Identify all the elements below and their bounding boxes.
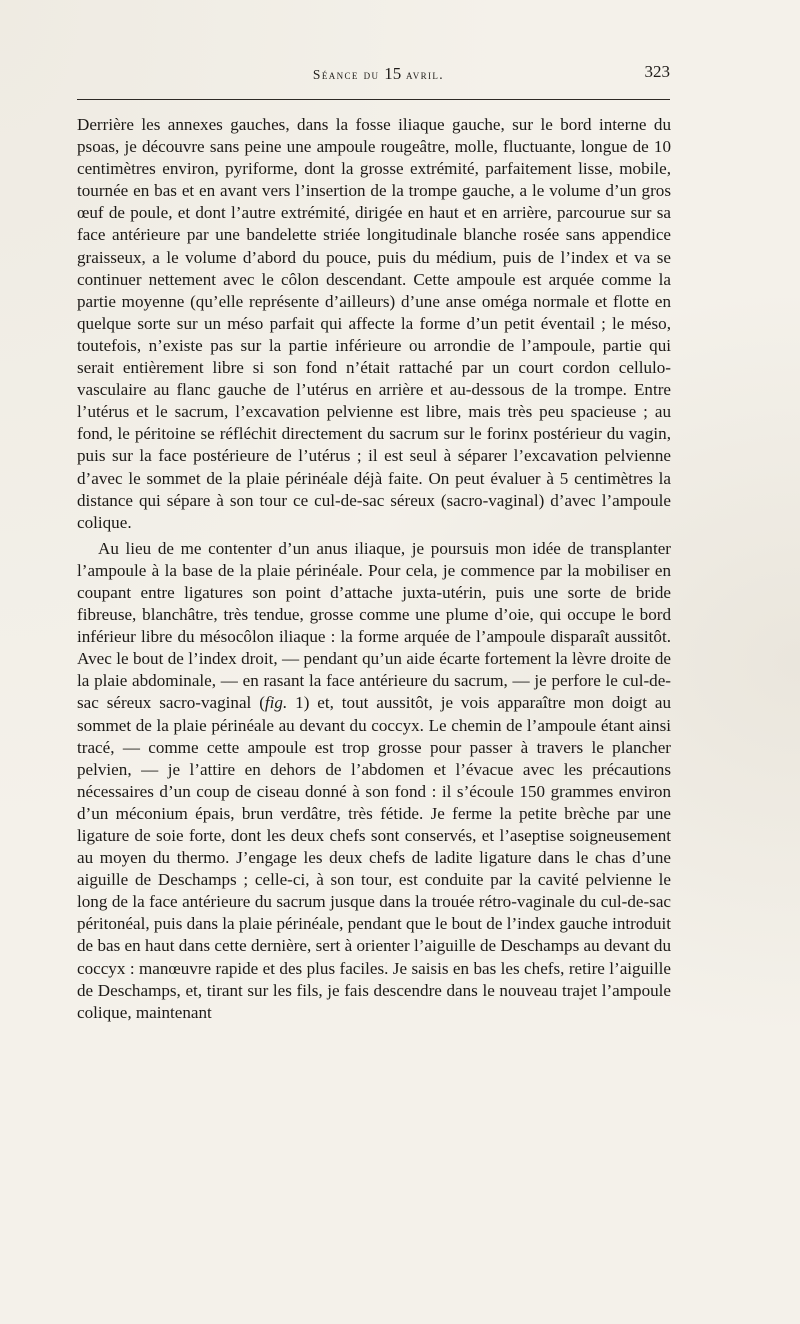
paragraph-1: Derrière les annexes gauches, dans la fosse iliaque gauche, sur le bord interne du psoas, je découvre sans peine une ampoule rougeâtre, molle, fluctuante, longue de 10 centimètres environ, pyriforme, dont la grosse extrémité, parfaitement lisse, mobile, tournée en bas et en avant vers l’insertion de la trompe gauche, a le volume d’un gros œuf de poule, et dont l’autre extrémité, dirigée en haut et en arrière, parcourue sur sa face antérieure par une bandelette striée longitudinale blanche rosée sans appendice graisseux, a le volume d’abord du pouce, puis du médium, puis de l’index et va se continuer nettement avec le côlon descendant. Cette ampoule est arquée comme la partie moyenne (qu’elle représente d’ailleurs) d’une anse oméga normale et flotte en quelque sorte sur un méso parfait qui affecte la forme d’un petit éventail ; le méso, toutefois, n’existe pas sur la partie inférieure ou arrondie de l’ampoule, partie qui serait entièrement libre si son fond n’était rattaché par un court cordon cellulo-vasculaire au flanc gauche de l’utérus en arrière et au-dessous de la trompe. Entre l’utérus et le sacrum, l’excavation pelvienne est libre, mais très peu spacieuse ; au fond, le péritoine se réfléchit directement du sacrum sur le forinx postérieur du vagin, puis sur la face postérieure de l’utérus ; il est seul à séparer l’excavation pelvienne d’avec le sommet de la plaie périnéale déjà faite. On peut évaluer à 5 centimètres la distance qui sépare à son tour ce cul-de-sac séreux (sacro-vaginal) d’avec l’ampoule colique. bbox=[77, 115, 671, 532]
header-rule bbox=[77, 99, 670, 100]
running-title-suffix: avril. bbox=[401, 67, 445, 82]
figure-reference-open: ( bbox=[259, 693, 265, 713]
figure-reference-label: fig. bbox=[264, 693, 288, 713]
running-title bbox=[77, 64, 670, 84]
running-title-prefix: Séance du bbox=[312, 67, 385, 82]
running-title-day: 15 bbox=[384, 64, 402, 83]
body-text bbox=[77, 114, 671, 1024]
running-head bbox=[77, 64, 670, 86]
paragraph-2-continued: et, tout aussitôt, je vois apparaître mon doigt au sommet de la plaie périnéale au devant du coccyx. Le chemin de l’ampoule étant ainsi tracé, — comme cette ampoule est trop grosse pour passer à travers le plancher pelvien, — je l’attire en dehors de l’abdomen et l’évacue avec les précautions nécessaires d’un coup de ciseau donné à son fond : il s’écoule 150 grammes environ d’un méconium épais, brun verdâtre, très fétide. Je ferme la petite brèche par une ligature de soie forte, dont les deux chefs sont conservés, et l’aseptise soigneusement au moyen du thermo. J’engage les deux chefs de ladite ligature dans le chas d’une aiguille de Deschamps ; celle-ci, à son tour, est conduite par la cavité pelvienne le long de la face antérieure du sacrum jusque dans la trouée rétro-vaginale du cul-de-sac péritonéal, puis dans la plaie périnéale, pendant que le bout de l’index gauche introduit de bas en haut dans cette dernière, sert à orienter l’aiguille de Deschamps au devant du coccyx : manœuvre rapide et des plus faciles. Je saisis en bas les chefs, retire l’aiguille de Deschamps, et, tirant sur les fils, je fais descendre dans le nouveau trajet l’ampoule colique, maintenant bbox=[77, 693, 672, 1022]
page-number: 323 bbox=[644, 62, 670, 81]
figure-reference-number: 1) bbox=[287, 693, 310, 713]
figure-reference bbox=[259, 693, 309, 712]
paragraph-2 bbox=[77, 538, 671, 1024]
paragraph-2-text: Au lieu de me contenter d’un anus iliaque, je poursuis mon idée de transplanter l’ampoule à la base de la plaie périnéale. Pour cela, je commence par la mobiliser en coupant entre ligatures son point d’attache juxta-utérin, puis une sorte de bride fibreuse, blanchâtre, très tendue, grosse comme une plume d’oie, qui occupe le bord inférieur libre du mésocôlon iliaque : la forme arquée de l’ampoule disparaît aussitôt. Avec le bout de l’index droit, — pendant qu’un aide écarte fortement la lèvre droite de la plaie abdominale, — en rasant la face antérieure du sacrum, — je perfore le cul-de-sac séreux sacro-vaginal bbox=[77, 538, 671, 713]
